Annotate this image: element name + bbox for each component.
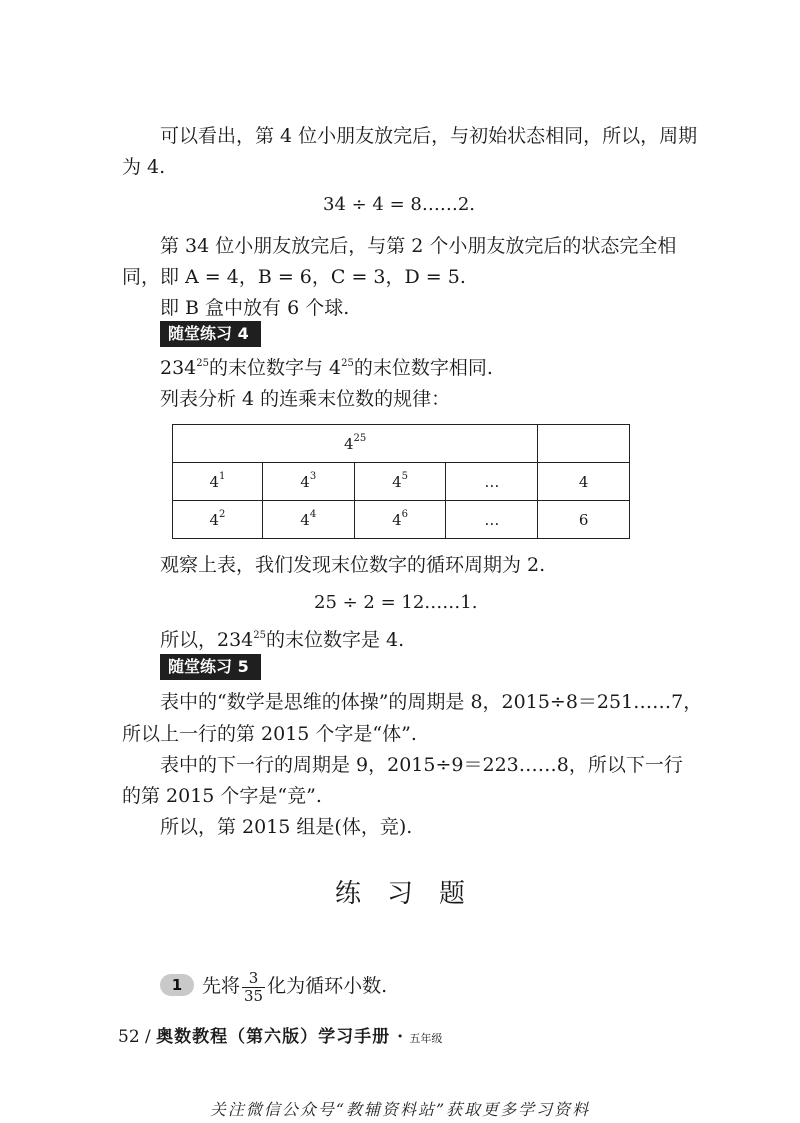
paragraph-line: 观察上表，我们发现末位数字的循环周期为 2.: [160, 554, 546, 576]
math-base: 234: [160, 357, 197, 379]
fraction-denominator: 35: [244, 986, 264, 1005]
exponent: 25: [196, 358, 209, 369]
exponent: 25: [253, 630, 266, 641]
book-title: 奥数教程（第六版）学习手册 ·: [156, 1027, 405, 1047]
table-cell: 4: [538, 463, 630, 501]
table-cell: $4^3$: [262, 463, 354, 501]
paragraph-line: 可以看出，第 4 位小朋友放完后，与初始状态相同，所以，周期: [160, 125, 698, 147]
table-header-cell: [538, 425, 630, 463]
table-header-cell: $4^{25}$: [173, 425, 538, 463]
paragraph-line: [160, 356, 493, 380]
section-badge: 随堂练习 4: [160, 321, 261, 347]
section-badge: 随堂练习 5: [160, 654, 261, 680]
text-segment: 先将: [202, 975, 241, 997]
table-cell: $4^2$: [173, 501, 263, 539]
text-segment: 化为循环小数.: [267, 975, 388, 997]
table-cell: $4^6$: [354, 501, 446, 539]
exercise-title: 练 习 题: [334, 879, 465, 909]
text-segment: 所以，234: [160, 629, 254, 651]
paragraph-line: 表中的“数学是思维的体操”的周期是 8，2015÷8＝251……7，: [160, 691, 703, 713]
paragraph-line: 为 4.: [122, 156, 166, 178]
table-cell: $4^1$: [173, 463, 263, 501]
exponent: 25: [341, 358, 354, 369]
pattern-table: [172, 424, 630, 539]
table-cell: …: [446, 501, 538, 539]
table-row: [173, 463, 630, 501]
paragraph-line: 所以，第 2015 组是(体，竞).: [160, 816, 413, 838]
text-segment: 的末位数字与 4: [209, 357, 342, 379]
fraction-numerator: 3: [242, 970, 265, 988]
page-footer: [118, 1026, 442, 1050]
paragraph-line: 列表分析 4 的连乘末位数的规律：: [160, 388, 451, 410]
table-cell: $4^4$: [262, 501, 354, 539]
paragraph-line: 的第 2015 个字是“竞”.: [122, 785, 322, 807]
paragraph-line: 第 34 位小朋友放完后，与第 2 个小朋友放完后的状态完全相: [160, 235, 677, 257]
page-number: 52 /: [118, 1027, 151, 1047]
equation: 34 ÷ 4 = 8……2.: [323, 194, 476, 215]
table-cell: $4^5$: [354, 463, 446, 501]
question-text: [202, 966, 387, 1006]
table-cell: …: [446, 463, 538, 501]
paragraph-line: 所以上一行的第 2015 个字是“体”.: [122, 723, 417, 745]
equation: 25 ÷ 2 = 12……1.: [314, 592, 478, 613]
watermark-text: 关注微信公众号“教辅资料站”获取更多学习资料: [209, 1100, 591, 1119]
text-segment: 的末位数字是 4.: [266, 629, 405, 651]
fraction: [242, 970, 265, 1005]
paragraph-line: 即 B 盒中放有 6 个球.: [160, 297, 350, 319]
question-number-badge: 1: [160, 974, 194, 996]
table-cell: 6: [538, 501, 630, 539]
paragraph-line: [160, 628, 404, 652]
table-header-row: [173, 425, 630, 463]
paragraph-line: 同，即 A = 4，B = 6，C = 3，D = 5.: [122, 266, 466, 288]
table-row: [173, 501, 630, 539]
text-segment: 的末位数字相同.: [353, 357, 493, 379]
paragraph-line: 表中的下一行的周期是 9，2015÷9＝223……8，所以下一行: [160, 754, 683, 776]
grade-label: 五年级: [409, 1032, 443, 1045]
